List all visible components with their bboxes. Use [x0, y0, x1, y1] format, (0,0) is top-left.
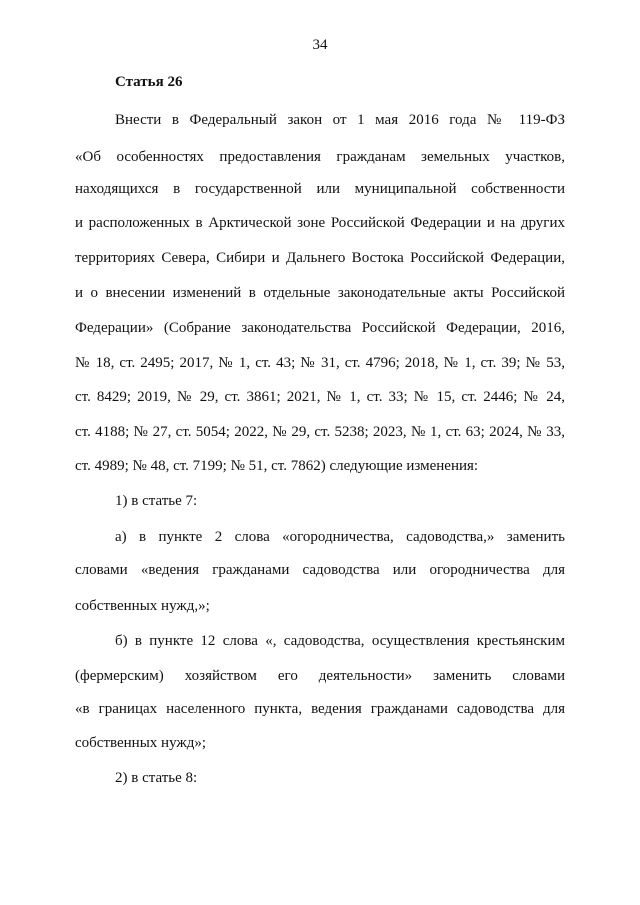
article-heading: Статья 26 — [115, 74, 183, 90]
text-line-14: словами «ведения гражданами садоводства или огородничества для — [75, 562, 565, 578]
text-line-18: «в границах населенного пункта, ведения гражданами садоводства для — [75, 701, 565, 717]
item-1-heading: 1) в статье 7: — [115, 493, 198, 509]
text-line-10: ст. 4188; № 27, ст. 5054; 2022, № 29, ст. 5238; 2023, № 1, ст. 63; 2024, № 33, — [75, 424, 565, 440]
text-line-1: Внести в Федеральный закон от 1 мая 2016 года № 119-ФЗ — [115, 112, 565, 128]
text-line-3: находящихся в государственной или муниципальной собственности — [75, 181, 565, 197]
text-line-13: а) в пункте 2 слова «огородничества, садоводства,» заменить — [115, 529, 565, 545]
text-line-8: № 18, ст. 2495; 2017, № 1, ст. 43; № 31, ст. 4796; 2018, № 1, ст. 39; № 53, — [75, 355, 565, 371]
page-number: 34 — [312, 37, 328, 53]
text-line-11: ст. 4989; № 48, ст. 7199; № 51, ст. 7862) следующие изменения: — [75, 458, 479, 474]
text-line-7: Федерации» (Собрание законодательства Российской Федерации, 2016, — [75, 320, 565, 336]
text-line-5: территориях Севера, Сибири и Дальнего Востока Российской Федерации, — [75, 250, 565, 266]
text-line-17: (фермерским) хозяйством его деятельности» заменить словами — [75, 668, 565, 684]
item-2-heading: 2) в статье 8: — [115, 770, 198, 786]
text-line-4: и расположенных в Арктической зоне Российской Федерации и на других — [75, 215, 565, 231]
text-line-15: собственных нужд,»; — [75, 598, 210, 614]
text-line-2: «Об особенностях предоставления гражданам земельных участков, — [75, 149, 565, 165]
text-line-19: собственных нужд»; — [75, 735, 207, 751]
text-line-9: ст. 8429; 2019, № 29, ст. 3861; 2021, № 1, ст. 33; № 15, ст. 2446; № 24, — [75, 389, 565, 405]
text-line-6: и о внесении изменений в отдельные законодательные акты Российской — [75, 285, 565, 301]
text-line-16: б) в пункте 12 слова «, садоводства, осуществления крестьянским — [115, 633, 565, 649]
